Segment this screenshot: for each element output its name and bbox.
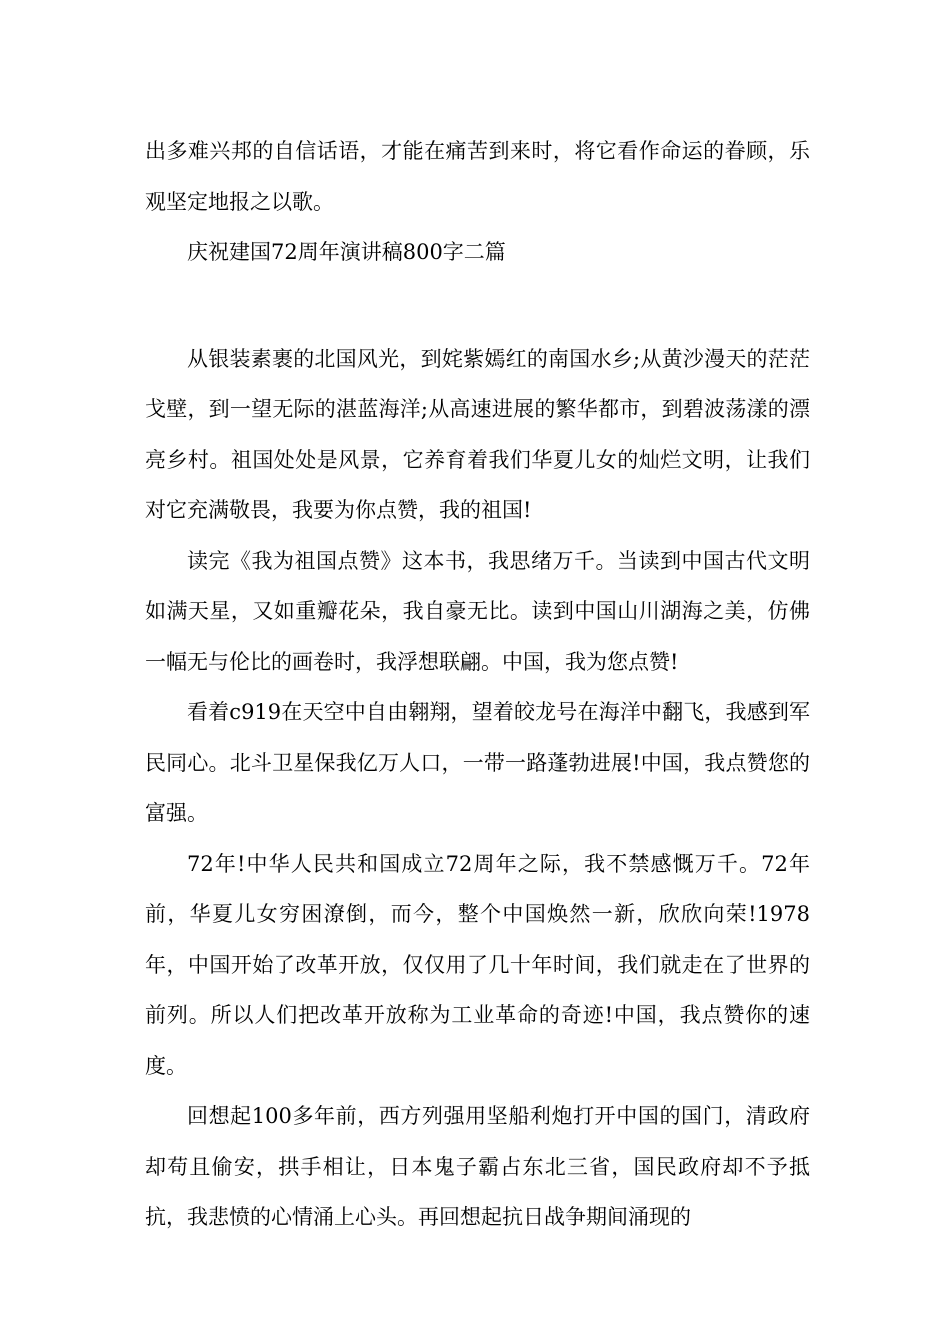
body-paragraph-2: 读完《我为祖国点赞》这本书，我思绪万千。当读到中国古代文明如满天星，又如重瓣花朵，我自豪无比。读到中国山川湖海之美，仿佛一幅无与伦比的画卷时，我浮想联翩。中国，我为您点赞! — [145, 548, 810, 674]
continuation-paragraph: 出多难兴邦的自信话语，才能在痛苦到来时，将它看作命运的眷顾，乐观坚定地报之以歌。 — [145, 139, 810, 214]
body-paragraph-4: 72年!中华人民共和国成立72周年之际，我不禁感慨万千。72年前，华夏儿女穷困潦倒，而今，整个中国焕然一新，欣欣向荣!1978年，中国开始了改革开放，仅仅用了几十年时间，我们就走在了世界的前列。所以人们把改革开放称为工业革命的奇迹!中国，我点赞你的速度。 — [145, 851, 810, 1078]
document-body — [145, 126, 810, 1243]
body-paragraph-3: 看着c919在天空中自由翱翔，望着皎龙号在海洋中翻飞，我感到军民同心。北斗卫星保我亿万人口，一带一路蓬勃进展!中国，我点赞您的富强。 — [145, 700, 810, 825]
blank-gap — [145, 278, 810, 334]
body-paragraph-1: 从银装素裹的北国风光，到姹紫嫣红的南国水乡;从黄沙漫天的茫茫戈壁，到一望无际的湛蓝海洋;从高速进展的繁华都市，到碧波荡漾的漂亮乡村。祖国处处是风景，它养育着我们华夏儿女的灿烂文明，让我们对它充满敬畏，我要为你点赞，我的祖国! — [145, 346, 810, 522]
section-title: 庆祝建国72周年演讲稿800字二篇 — [187, 240, 506, 264]
body-paragraph-5: 回想起100多年前，西方列强用坚船利炮打开中国的国门，清政府却苟且偷安，拱手相让，日本鬼子霸占东北三省，国民政府却不予抵抗，我悲愤的心情涌上心头。再回想起抗日战争期间涌现的 — [145, 1104, 810, 1229]
